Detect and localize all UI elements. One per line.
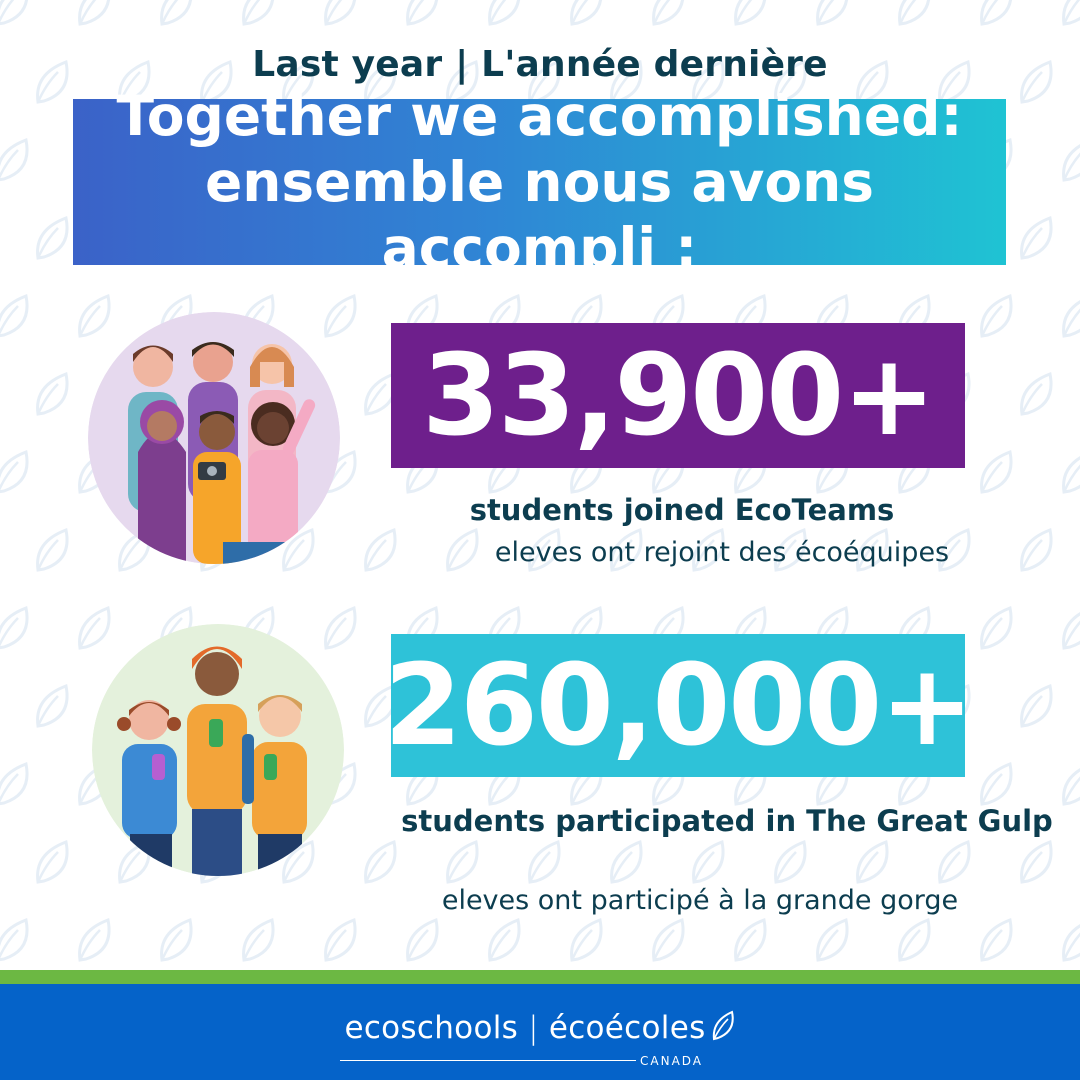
pattern-leaf-icon: [38, 530, 68, 570]
pattern-leaf-icon: [982, 296, 1012, 336]
pattern-leaf-icon: [818, 0, 848, 24]
pattern-leaf-icon: [1022, 686, 1052, 726]
headline-banner: [73, 84, 1006, 280]
pattern-leaf-icon: [244, 920, 274, 960]
pattern-leaf-icon: [900, 920, 930, 960]
pattern-leaf-icon: [982, 452, 1012, 492]
pattern-leaf-icon: [572, 920, 602, 960]
pattern-leaf-icon: [0, 0, 27, 24]
pattern-leaf-icon: [80, 296, 110, 336]
pattern-leaf-icon: [530, 842, 560, 882]
pattern-leaf-icon: [1022, 218, 1052, 258]
pattern-leaf-icon: [326, 608, 356, 648]
stat-great-gulp-caption-french: eleves ont participé à la grande gorge: [441, 885, 959, 916]
pattern-leaf-icon: [1064, 140, 1080, 180]
pattern-leaf-icon: [408, 0, 438, 24]
footer-green-stripe: [0, 970, 1080, 984]
pattern-leaf-icon: [80, 920, 110, 960]
pattern-leaf-icon: [982, 920, 1012, 960]
pattern-leaf-icon: [982, 608, 1012, 648]
pattern-leaf-icon: [1064, 0, 1080, 24]
students-group-illustration: [88, 312, 340, 564]
pattern-leaf-icon: [162, 0, 192, 24]
pattern-leaf-icon: [1064, 920, 1080, 960]
pattern-leaf-icon: [244, 0, 274, 24]
pattern-leaf-icon: [776, 842, 806, 882]
pattern-leaf-icon: [0, 920, 27, 960]
pattern-leaf-icon: [572, 0, 602, 24]
stat-ecoteams-value: 33,900+: [391, 323, 965, 468]
students-water-bottles-illustration: [92, 624, 344, 876]
stat-ecoteams-caption-french: eleves ont rejoint des écoéquipes: [494, 537, 950, 568]
pattern-leaf-icon: [38, 686, 68, 726]
pattern-leaf-icon: [654, 0, 684, 24]
pattern-leaf-icon: [38, 842, 68, 882]
pattern-leaf-icon: [490, 920, 520, 960]
pattern-leaf-icon: [694, 842, 724, 882]
pattern-leaf-icon: [736, 0, 766, 24]
pattern-leaf-icon: [900, 0, 930, 24]
pattern-leaf-icon: [940, 842, 970, 882]
pattern-leaf-icon: [0, 764, 27, 804]
pattern-leaf-icon: [80, 0, 110, 24]
pattern-leaf-icon: [0, 140, 27, 180]
pattern-leaf-icon: [0, 296, 27, 336]
headline-french: ensemble nous avons accompli :: [204, 150, 875, 280]
pattern-leaf-icon: [1064, 764, 1080, 804]
leaf-icon: [710, 1009, 736, 1043]
pattern-leaf-icon: [162, 920, 192, 960]
logo-separator: |: [528, 1010, 539, 1046]
pattern-leaf-icon: [1064, 296, 1080, 336]
logo-underline: [340, 1060, 636, 1061]
pattern-leaf-icon: [818, 920, 848, 960]
pattern-leaf-icon: [1064, 608, 1080, 648]
pattern-leaf-icon: [0, 452, 27, 492]
logo-country: CANADA: [640, 1054, 704, 1068]
pattern-leaf-icon: [1022, 842, 1052, 882]
pattern-leaf-icon: [80, 608, 110, 648]
pattern-leaf-icon: [654, 920, 684, 960]
pattern-leaf-icon: [326, 296, 356, 336]
pattern-leaf-icon: [982, 764, 1012, 804]
headline-english: Together we accomplished:: [116, 84, 963, 148]
stat-ecoteams-caption-english: students joined EcoTeams: [469, 493, 895, 527]
pattern-leaf-icon: [408, 920, 438, 960]
pattern-leaf-icon: [858, 842, 888, 882]
logo-text-french: écoécoles: [548, 1010, 706, 1046]
pattern-leaf-icon: [448, 842, 478, 882]
pattern-leaf-icon: [1064, 452, 1080, 492]
pattern-leaf-icon: [1022, 374, 1052, 414]
logo-text-english: ecoschools: [344, 1010, 519, 1046]
pattern-leaf-icon: [612, 842, 642, 882]
pattern-leaf-icon: [326, 0, 356, 24]
pattern-leaf-icon: [366, 842, 396, 882]
pattern-leaf-icon: [0, 608, 27, 648]
pattern-leaf-icon: [490, 0, 520, 24]
pattern-leaf-icon: [982, 0, 1012, 24]
stat-great-gulp-caption-english: students participated in The Great Gulp: [401, 804, 1053, 838]
pattern-leaf-icon: [38, 218, 68, 258]
ecoschools-logo: [0, 1010, 1080, 1068]
subtitle: Last year | L'année dernière: [252, 44, 828, 85]
pattern-leaf-icon: [326, 920, 356, 960]
pattern-leaf-icon: [736, 920, 766, 960]
stat-great-gulp-value: 260,000+: [391, 634, 965, 777]
pattern-leaf-icon: [38, 374, 68, 414]
